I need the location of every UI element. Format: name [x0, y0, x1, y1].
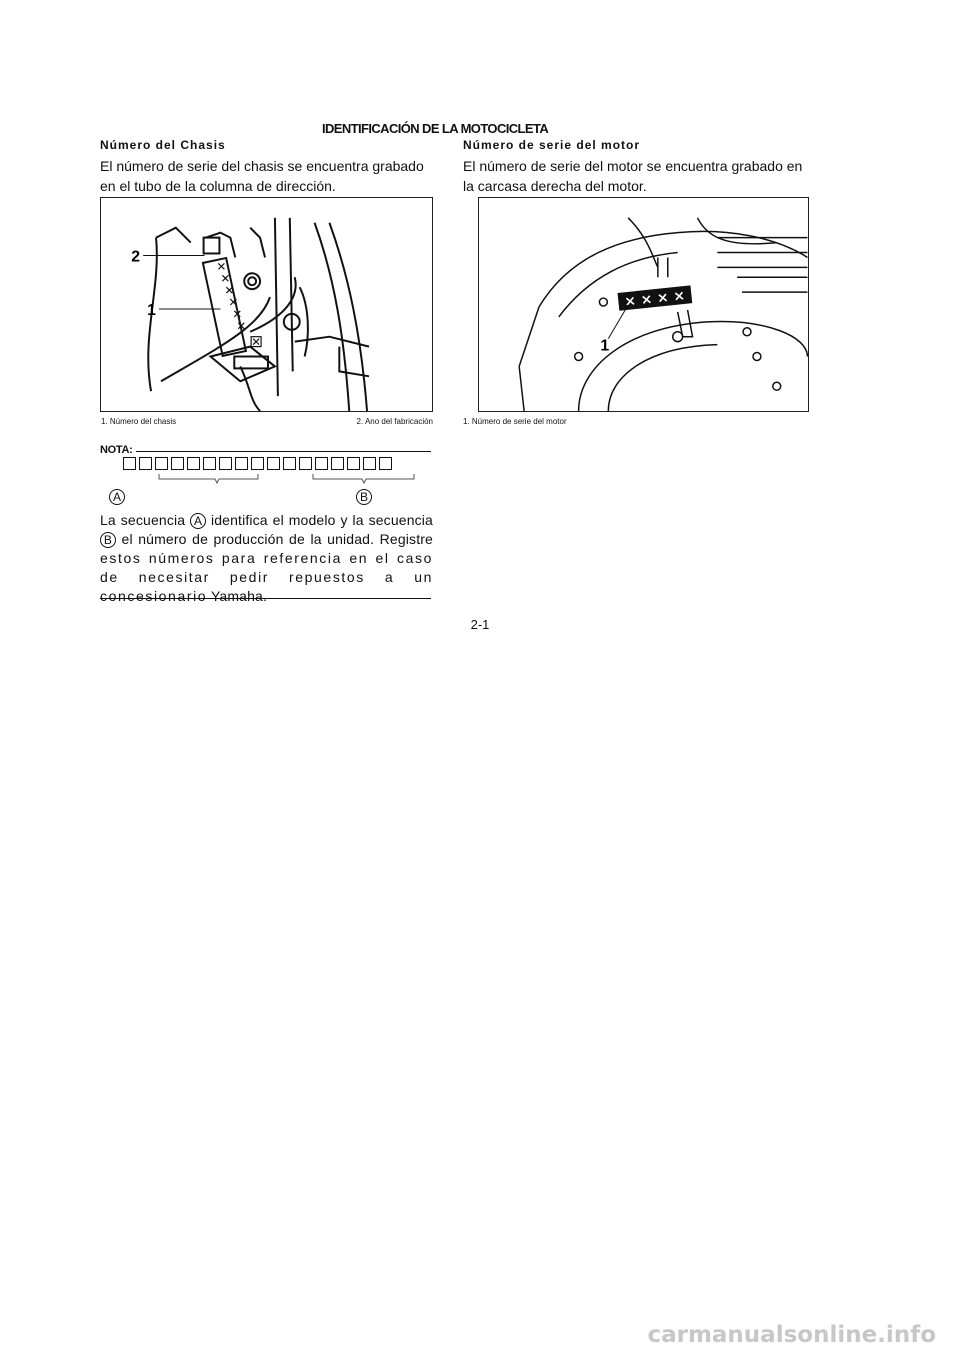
- serial-number-boxes: [123, 457, 392, 470]
- engine-crankcase-illustration: [479, 198, 808, 411]
- sequence-brackets: [100, 470, 433, 506]
- serial-digit-box: [299, 457, 312, 470]
- figure-label-2: 2: [131, 248, 141, 266]
- serial-digit-box: [203, 457, 216, 470]
- serial-digit-box: [331, 457, 344, 470]
- inline-b-label: B: [100, 532, 116, 548]
- chassis-section: [100, 138, 433, 196]
- figure-label-1: 1: [147, 301, 156, 319]
- steering-column-illustration: [101, 198, 432, 411]
- engine-text: El número de serie del motor se encuentra grabado en la carcasa derecha del motor.: [463, 158, 803, 194]
- svg-text:× × × × × ×: × × × × × ×: [623, 284, 719, 311]
- serial-digit-box: [219, 457, 232, 470]
- serial-digit-box: [139, 457, 152, 470]
- inline-a-label: A: [190, 513, 206, 529]
- engine-caption-1: 1. Número de serie del motor: [463, 417, 567, 426]
- serial-digit-box: [283, 457, 296, 470]
- chassis-text: El número de serie del chasis se encuentra grabado en el tubo de la columna de dirección.: [100, 158, 424, 194]
- page-title: IDENTIFICACIÓN DE LA MOTOCICLETA: [322, 121, 549, 136]
- nota-top-rule: [100, 451, 431, 452]
- serial-digit-box: [155, 457, 168, 470]
- chassis-heading: Número del Chasis: [100, 138, 226, 152]
- serial-digit-box: [171, 457, 184, 470]
- nota-header: [100, 444, 431, 458]
- serial-digit-box: [187, 457, 200, 470]
- serial-digit-box: [379, 457, 392, 470]
- serial-digit-box: [251, 457, 264, 470]
- sequence-a-label: A: [109, 489, 125, 505]
- chassis-caption-2: 2. Ano del fabricación: [356, 417, 433, 426]
- chassis-figure: [100, 197, 433, 412]
- serial-digit-box: [315, 457, 328, 470]
- serial-digit-box: [347, 457, 360, 470]
- engine-figure: [478, 197, 809, 412]
- serial-digit-box: [123, 457, 136, 470]
- engine-heading: Número de serie del motor: [463, 138, 641, 152]
- engine-section: [463, 138, 810, 196]
- sequence-b-label: B: [356, 489, 372, 505]
- serial-digit-box: [267, 457, 280, 470]
- nota-bottom-rule: [100, 598, 431, 599]
- serial-digit-box: [363, 457, 376, 470]
- watermark: carmanualsonline.info: [647, 1322, 936, 1348]
- page-number: 2-1: [470, 617, 490, 632]
- nota-text: La secuencia A identifica el modelo y la secuencia B el número de producción de la unidad. Registre estos números para referencia en el caso de necesitar pedir repuestos a un concesionario Yamaha.: [100, 512, 433, 604]
- nota-label: NOTA:: [100, 444, 136, 456]
- chassis-caption-1: 1. Número del chasis: [101, 417, 177, 426]
- serial-digit-box: [235, 457, 248, 470]
- figure-label-1: 1: [600, 337, 610, 355]
